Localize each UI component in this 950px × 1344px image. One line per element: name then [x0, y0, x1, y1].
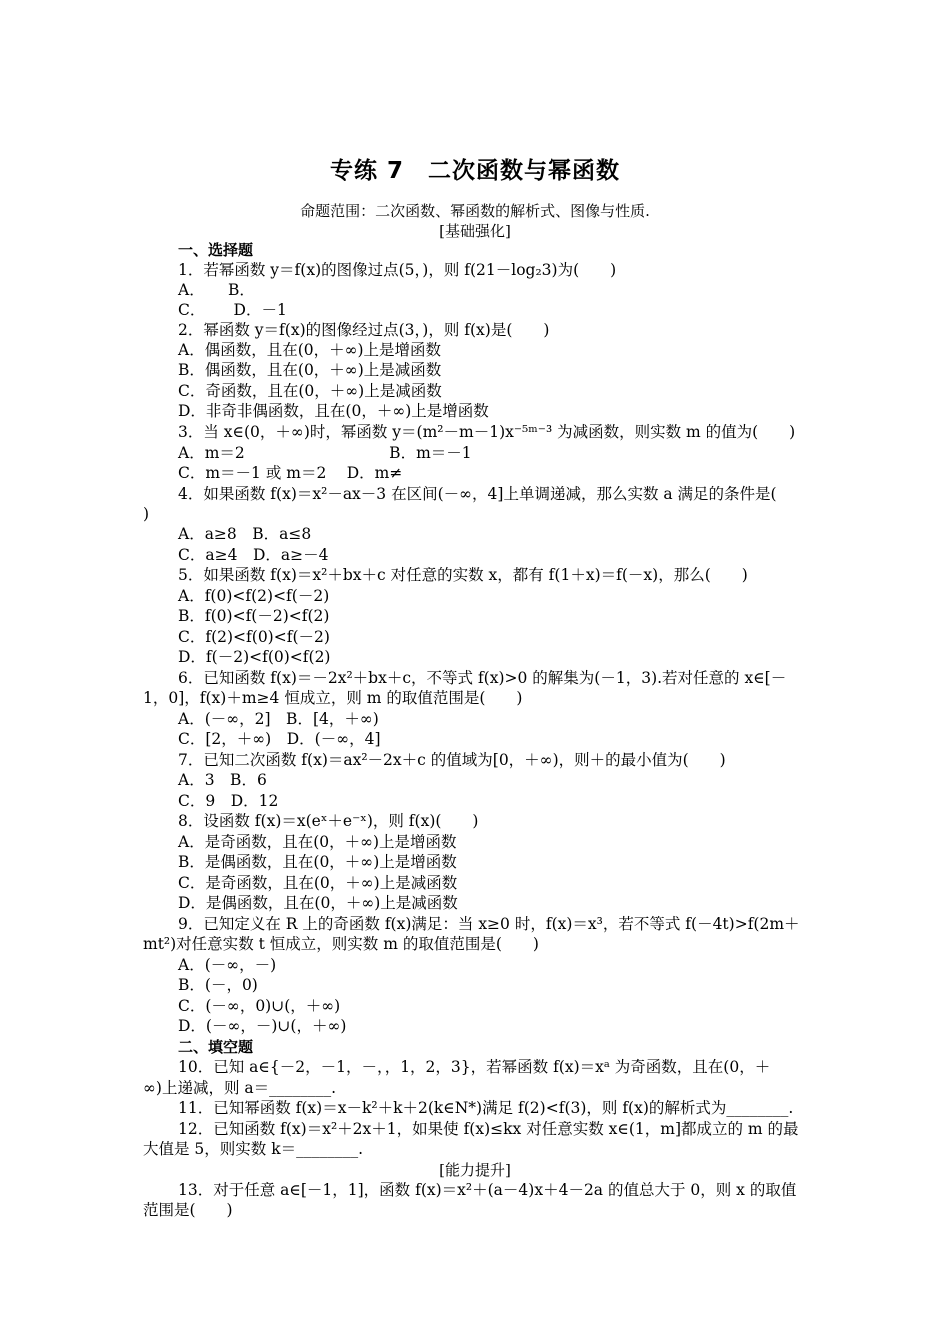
text-line: 4．如果函数 f(x)＝x²－ax－3 在区间(－∞，4]上单调递减，那么实数 a 满足的条件是(	[178, 485, 777, 503]
text-line: A．m＝2 B．m＝－1	[178, 444, 472, 462]
scope-line: 命题范围：二次函数、幂函数的解析式、图像与性质.	[300, 202, 650, 220]
text-line: C．m＝－1 或 m＝2 D．m≠	[178, 464, 403, 482]
text-line: B．f(0)<f(－2)<f(2)	[178, 607, 330, 625]
text-line: D．f(－2)<f(0)<f(2)	[178, 648, 331, 666]
text-line: B．(－，0)	[178, 976, 258, 994]
text-line: D．非奇非偶函数，且在(0，＋∞)上是增函数	[178, 402, 489, 420]
text-line: )	[143, 505, 150, 523]
text-line: A．3 B．6	[178, 771, 267, 789]
section-heading: 二、填空题	[178, 1038, 254, 1056]
text-line: A．a≥8 B．a≤8	[178, 525, 312, 543]
text-line: 9．已知定义在 R 上的奇函数 f(x)满足：当 x≥0 时，f(x)＝x³，若不等式 f(－4t)>f(2m＋	[178, 915, 800, 933]
text-line: D．(－∞，－)∪(，＋∞)	[178, 1017, 347, 1035]
text-line: A．偶函数，且在(0，＋∞)上是增函数	[178, 341, 442, 359]
text-line: C．奇函数，且在(0，＋∞)上是减函数	[178, 382, 442, 400]
text-line: 11．已知幂函数 f(x)＝x－k²＋k＋2(k∈N*)满足 f(2)<f(3)，则 f(x)的解析式为________.	[178, 1099, 794, 1117]
text-line: 12．已知函数 f(x)＝x²＋2x＋1，如果使 f(x)≤kx 对任意实数 x∈(1，m]都成立的 m 的最	[178, 1120, 799, 1138]
section-advanced-heading: [能力提升]	[439, 1161, 511, 1179]
text-line: mt²)对任意实数 t 恒成立，则实数 m 的取值范围是( )	[143, 935, 539, 953]
text-line: A．(－∞，2] B．[4，＋∞)	[178, 710, 379, 728]
text-line: C．是奇函数，且在(0，＋∞)上是减函数	[178, 874, 458, 892]
page-title: 专练 7 二次函数与幂函数	[329, 158, 620, 184]
text-line: C．f(2)<f(0)<f(－2)	[178, 628, 330, 646]
text-line: A． B．	[178, 281, 255, 299]
text-line: 1．若幂函数 y＝f(x)的图像过点(5，)，则 f(21－log₂3)为( )	[178, 261, 617, 279]
text-line: 大值是 5，则实数 k＝________.	[143, 1140, 364, 1158]
text-line: 6．已知函数 f(x)＝－2x²＋bx＋c，不等式 f(x)>0 的解集为(－1，3).若对任意的 x∈[－	[178, 669, 787, 687]
text-line: ∞)上递减，则 a＝________.	[143, 1079, 337, 1097]
text-line: 13．对于任意 a∈[－1，1]，函数 f(x)＝x²＋(a－4)x＋4－2a 的值总大于 0，则 x 的取值	[178, 1181, 797, 1199]
section-heading: 一、选择题	[178, 241, 254, 259]
text-line: 5．如果函数 f(x)＝x²＋bx＋c 对任意的实数 x，都有 f(1＋x)＝f(－x)，那么( )	[178, 566, 748, 584]
text-line: 3．当 x∈(0，＋∞)时，幂函数 y＝(m²－m－1)x⁻⁵ᵐ⁻³ 为减函数，则实数 m 的值为( )	[178, 423, 796, 441]
section-basic-heading: [基础强化]	[439, 222, 511, 240]
text-line: C．[2，＋∞) D．(－∞，4]	[178, 730, 381, 748]
text-line: 1，0]，f(x)＋m≥4 恒成立，则 m 的取值范围是( )	[143, 689, 523, 707]
text-line: B．偶函数，且在(0，＋∞)上是减函数	[178, 361, 442, 379]
text-line: C．9 D．12	[178, 792, 279, 810]
text-line: A．是奇函数，且在(0，＋∞)上是增函数	[178, 833, 457, 851]
text-line: C．a≥4 D．a≥－4	[178, 546, 329, 564]
text-line: 2．幂函数 y＝f(x)的图像经过点(3，)，则 f(x)是( )	[178, 321, 550, 339]
text-line: D．是偶函数，且在(0，＋∞)上是减函数	[178, 894, 458, 912]
text-line: C．(－∞，0)∪(，＋∞)	[178, 997, 341, 1015]
text-line: B．是偶函数，且在(0，＋∞)上是增函数	[178, 853, 457, 871]
text-line: 8．设函数 f(x)＝x(eˣ＋e⁻ˣ)，则 f(x)( )	[178, 812, 479, 830]
text-line: C． D．－1	[178, 301, 287, 319]
text-line: 10．已知 a∈{－2，－1，－，，1，2，3}，若幂函数 f(x)＝xᵃ 为奇函数，且在(0，＋	[178, 1058, 771, 1076]
text-line: A．(－∞，－)	[178, 956, 277, 974]
text-line: A．f(0)<f(2)<f(－2)	[178, 587, 330, 605]
text-line: 7．已知二次函数 f(x)＝ax²－2x＋c 的值域为[0，＋∞)，则＋的最小值为( )	[178, 751, 726, 769]
text-line: 范围是( )	[143, 1201, 233, 1219]
